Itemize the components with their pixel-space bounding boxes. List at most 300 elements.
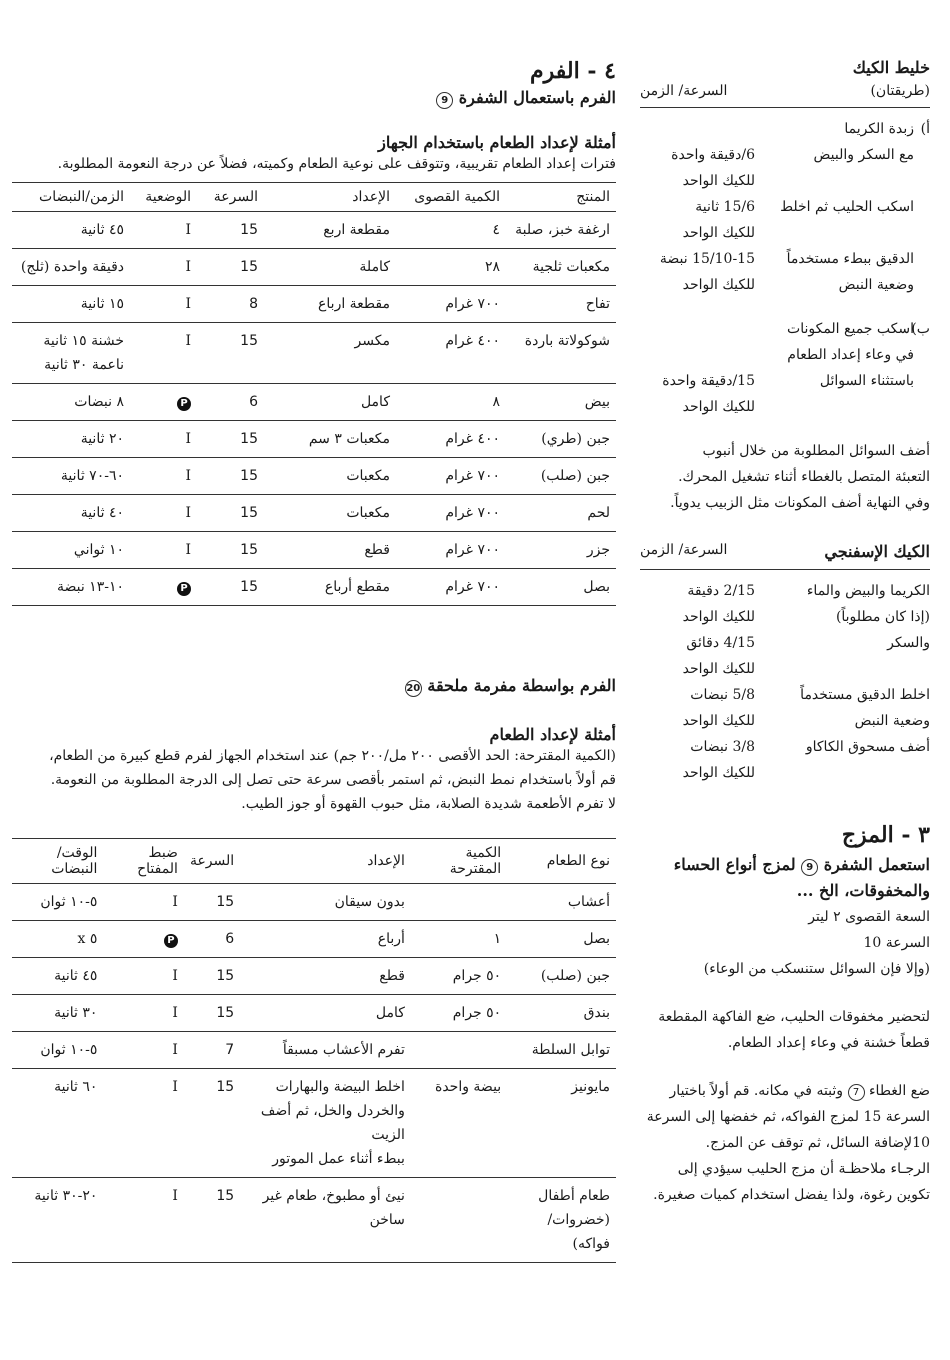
capacity-line: السعة القصوى ٢ ليتر [808, 909, 930, 925]
table-header-row [12, 183, 616, 212]
step-value: 3/8 نبضات [690, 739, 755, 755]
cell-text: شوكولاتة باردة [524, 333, 610, 349]
right-column [640, 58, 930, 1208]
cell-text: ٥٠ جرام [452, 1005, 502, 1021]
cell-text: ارغفة خبز، صلبة [515, 222, 610, 238]
cell-text: ١٠-١٣ نبضة [56, 579, 124, 595]
mixing-sub-b: لمزج أنواع الحساء [673, 855, 796, 874]
step-value: 5/8 نبضات [690, 687, 755, 703]
cell-line: والخردل والخل، ثم أضف الزيت [260, 1103, 405, 1143]
cell-quantity [396, 286, 506, 323]
cell-setting [130, 249, 197, 286]
step-value: للكيك الواحد [682, 661, 755, 677]
cell-speed [197, 286, 264, 323]
table-row [12, 458, 616, 495]
cell-time [12, 1032, 103, 1069]
cell-quantity [396, 569, 506, 606]
table-row [12, 421, 616, 458]
cell-product [506, 458, 616, 495]
cell-text: مكسر [354, 333, 390, 349]
chopping-table [12, 182, 616, 606]
cell-text: ٧٠٠ غرام [445, 468, 500, 484]
cell-preparation [264, 384, 396, 421]
cell-text: 15 [240, 505, 258, 521]
examples-note: فترات إعداد الطعام تقريبية، وتتوقف على نوعية الطعام وكميته، فضلاً عن درجة النعومة المطلوبة. [57, 156, 616, 172]
cell-text: جبن (طري) [541, 431, 610, 447]
cell-setting [130, 323, 197, 384]
cell-text: ٢٠-٣٠ ثانية [34, 1188, 98, 1204]
step-value: للكيك الواحد [682, 713, 755, 729]
cell-text: دقيقة واحدة (ثلج) [20, 259, 124, 275]
cell-text: I [185, 431, 191, 447]
step-value: 15/6 ثانية [695, 199, 755, 215]
cell-text: مايونيز [571, 1079, 610, 1095]
cell-text: I [185, 333, 191, 349]
divider [640, 569, 930, 570]
step-text: اسكب الحليب ثم اخلط [780, 199, 914, 215]
col-header: الوقت/النبضات [12, 839, 103, 884]
cell-time [12, 323, 130, 384]
cell-text: ٧٠٠ غرام [445, 542, 500, 558]
cell-text: توابل السلطة [531, 1042, 610, 1058]
cell-text: ٧٠٠ غرام [445, 505, 500, 521]
cell-text: ٨ نبضات [74, 394, 124, 410]
table-row [12, 958, 616, 995]
cell-product [506, 286, 616, 323]
cell-quantity [411, 1178, 507, 1263]
cell-text: 6 [249, 394, 258, 410]
paragraph-line: السرعة 15 لمزج الفواكه، ثم خفضها إلى السرعة [646, 1109, 930, 1125]
cell-text: ناعمة ٣٠ ثانية [44, 357, 124, 373]
cell-text: ٥-١٠ ثوان [40, 1042, 98, 1058]
cell-time [12, 1069, 103, 1178]
cell-text: ٤٥ ثانية [54, 968, 98, 984]
paragraph-line: وفي النهاية أضف المكونات مثل الزبيب يدوياً. [670, 495, 930, 511]
cell-text: بدون سيقان [334, 894, 405, 910]
attachment-title-text: الفرم بواسطة مفرمة ملحقة [427, 676, 616, 695]
step-text: باستثناء السوائل [819, 373, 914, 389]
cell-product [506, 569, 616, 606]
cell-speed [184, 921, 240, 958]
step-text: اسكب جميع المكونات [787, 321, 914, 337]
cell-text: جبن (صلب) [540, 468, 610, 484]
cell-text: ٤٠ ثانية [80, 505, 124, 521]
blade-number-badge: 9 [801, 859, 818, 876]
cell-time [12, 921, 103, 958]
cell-quantity [411, 921, 507, 958]
cell-speed [184, 1069, 240, 1178]
cell-text: 15 [216, 894, 235, 910]
attachment-title [12, 676, 616, 697]
cell-time [12, 884, 103, 921]
cell-text: 7 [225, 1042, 235, 1058]
paragraph-line [640, 1078, 930, 1104]
col-header: نوع الطعام [507, 839, 616, 884]
cell-speed [197, 384, 264, 421]
speed-line: السرعة 10 [863, 935, 930, 951]
cell-time [12, 212, 130, 249]
table-row [12, 249, 616, 286]
cell-time [12, 458, 130, 495]
table-row [12, 384, 616, 421]
cell-product [506, 495, 616, 532]
cell-preparation [264, 286, 396, 323]
cake-mix-col-header: السرعة/ الزمن [640, 83, 728, 99]
cell-text: مقطع أرباع [324, 579, 390, 595]
cell-text: بيض [584, 394, 610, 410]
cell-text: أرباع [377, 931, 405, 947]
cell-text: مكعبات [346, 505, 390, 521]
cell-text: ١٠ ثواني [73, 542, 124, 558]
step-value: للكيك الواحد [682, 399, 755, 415]
cell-setting [130, 212, 197, 249]
step-text: وضعية النبض [854, 713, 930, 729]
cell-quantity [396, 323, 506, 384]
cell-product [507, 958, 616, 995]
cell-time [12, 249, 130, 286]
cell-text: ٧٠٠ غرام [445, 579, 500, 595]
cell-text: 15 [216, 1005, 235, 1021]
col-header: الزمن/النبضات [12, 183, 130, 212]
table-row [12, 495, 616, 532]
step-text: أضف مسحوق الكاكاو [805, 739, 930, 755]
cell-text: ٧٠٠ غرام [445, 296, 500, 312]
cell-setting [103, 1069, 184, 1178]
cell-quantity [396, 421, 506, 458]
cell-preparation [264, 249, 396, 286]
cell-text: ١٥ ثانية [80, 296, 124, 312]
cell-quantity [396, 249, 506, 286]
cell-text: 15 [240, 468, 258, 484]
step-value: للكيك الواحد [682, 225, 755, 241]
cell-product [506, 249, 616, 286]
cake-mix-subtitle: (طريقتان) [870, 83, 930, 99]
cell-setting [130, 458, 197, 495]
cell-speed [197, 212, 264, 249]
cell-speed [184, 1178, 240, 1263]
cell-preparation [240, 958, 411, 995]
col-header: الوضعية [130, 183, 197, 212]
cell-text: I [185, 259, 191, 275]
cell-text: 6 [225, 931, 235, 947]
cell-text: 15 [240, 431, 258, 447]
cell-text: 15 [216, 1188, 235, 1204]
para-text-b: وثبته في مكانه. قم أولاً باختيار [669, 1083, 844, 1099]
cell-text: I [172, 1188, 178, 1204]
cell-text: I [172, 1005, 178, 1021]
cell-line: (خضروات/ فواكه) [547, 1212, 610, 1252]
cell-speed [184, 1032, 240, 1069]
cell-text: ٥-١٠ ثوان [40, 894, 98, 910]
cell-text: قطع [364, 542, 390, 558]
step-text: اخلط الدقيق مستخدماً [800, 687, 930, 703]
cell-product [507, 921, 616, 958]
paragraph-line: التعبئة المتصل بالغطاء أثناء تشغيل المحرك. [678, 469, 930, 485]
cell-text: ٦٠-٧٠ ثانية [60, 468, 124, 484]
cell-product [506, 421, 616, 458]
cell-quantity [396, 532, 506, 569]
mixing-subheading [640, 852, 930, 878]
cell-time [12, 532, 130, 569]
cell-line: طعام أطفال [538, 1188, 610, 1204]
cell-text: ٤٥ ثانية [80, 222, 124, 238]
step-value: للكيك الواحد [682, 173, 755, 189]
cell-speed [197, 249, 264, 286]
cell-text: بيضة واحدة [434, 1079, 502, 1095]
cell-product [506, 212, 616, 249]
table-row [12, 532, 616, 569]
paragraph-line: أضف السوائل المطلوبة من خلال أنبوب [702, 443, 930, 459]
cell-text: I [172, 1042, 178, 1058]
step-value: للكيك الواحد [682, 765, 755, 781]
table-row [12, 921, 616, 958]
step-text: مع السكر والبيض [813, 147, 914, 163]
cell-setting [103, 995, 184, 1032]
cell-text: I [185, 222, 191, 238]
paragraph-line: 10لإضافة السائل، ثم توقف عن المزج. [705, 1135, 930, 1151]
cake-mix-title: خليط الكيك [852, 58, 930, 77]
cell-setting [103, 921, 184, 958]
cell-text: جبن (صلب) [540, 968, 610, 984]
step-marker-a: أ) [920, 121, 930, 137]
cell-product [506, 384, 616, 421]
cell-setting [130, 532, 197, 569]
cell-product [507, 1069, 616, 1178]
cell-text: مكعبات ثلجية [532, 259, 610, 275]
cell-preparation [240, 1178, 411, 1263]
step-marker-b: ب) [911, 321, 930, 337]
step-value: 15/10-15 نبضة [659, 251, 755, 267]
examples2-line: لا تفرم الأطعمة شديدة الصلابة، مثل حبوب القهوة أو جوز الطيب. [241, 796, 616, 812]
cell-time [12, 569, 130, 606]
cell-preparation [240, 1032, 411, 1069]
step-text: وضعية النبض [838, 277, 914, 293]
cell-quantity [411, 1032, 507, 1069]
cell-speed [197, 569, 264, 606]
blade-number-badge: 9 [436, 92, 453, 109]
mixing-sub-a: استعمل الشفرة [823, 855, 930, 874]
col-header: السرعة [197, 183, 264, 212]
table-header-row [12, 839, 616, 884]
cell-text: خشنة ١٥ ثانية [43, 333, 124, 349]
table-row [12, 1069, 616, 1178]
chopping-subheading [12, 88, 616, 109]
cell-text: 15 [216, 1079, 235, 1095]
mixing-heading: ٣ - المزج [841, 822, 930, 848]
pulse-icon: P [177, 397, 191, 411]
step-text: زبدة الكريما [844, 121, 914, 137]
examples2-line: قم أولاً باستخدام نمط النبض، ثم استمر بأقصى سرعة حتى تصل إلى الدرجة المطلوبة من النعومة. [50, 772, 616, 788]
cell-text: I [185, 542, 191, 558]
paragraph-line: قطعاً خشنة في وعاء إعداد الطعام. [727, 1035, 930, 1051]
cell-speed [184, 995, 240, 1032]
cell-time [12, 958, 103, 995]
pulse-icon: P [177, 582, 191, 596]
cell-text: ٥ x [77, 931, 98, 947]
cell-text: تفاح [585, 296, 610, 312]
cell-speed [197, 495, 264, 532]
cell-speed [197, 532, 264, 569]
table-row [12, 995, 616, 1032]
cell-text: كاملة [359, 259, 390, 275]
cell-setting [103, 958, 184, 995]
step-text: والسكر [887, 635, 930, 651]
paragraph-line: لتحضير مخفوقات الحليب، ضع الفاكهة المقطعة [658, 1009, 930, 1025]
cell-preparation [240, 1069, 411, 1178]
cell-speed [197, 323, 264, 384]
cell-quantity [396, 458, 506, 495]
cell-text: ٢٨ [484, 259, 500, 275]
cell-text: ٦٠ ثانية [54, 1079, 98, 1095]
cell-quantity [396, 495, 506, 532]
table-row [12, 286, 616, 323]
cell-text: تفرم الأعشاب مسبقاً [282, 1042, 405, 1058]
table-row [12, 1032, 616, 1069]
cell-speed [184, 958, 240, 995]
col-header: ضبط المفتاح [103, 839, 184, 884]
cell-time [12, 495, 130, 532]
paragraph-line: تكوين رغوة، ولذا يفضل استخدام كميات صغيرة. [653, 1187, 930, 1203]
cell-speed [184, 884, 240, 921]
cell-product [506, 323, 616, 384]
cell-product [507, 1032, 616, 1069]
col-header: المنتج [506, 183, 616, 212]
mixing-sub-c: والمخفوقات، الخ ... [796, 881, 930, 900]
cell-product [507, 995, 616, 1032]
step-value: 6/دقيقة واحدة [671, 147, 755, 163]
cell-time [12, 1178, 103, 1263]
table-row [12, 1178, 616, 1263]
cell-product [507, 1178, 616, 1263]
step-text: الدقيق ببطء مستخدماً [786, 251, 914, 267]
cell-setting [130, 421, 197, 458]
chopping-sub-text: الفرم باستعمال الشفرة [458, 88, 616, 107]
cell-text: I [172, 968, 178, 984]
step-value: للكيك الواحد [682, 609, 755, 625]
col-header: الكمية القصوى [396, 183, 506, 212]
cell-preparation [240, 921, 411, 958]
cell-quantity [411, 884, 507, 921]
cell-text: ٥٠ جرام [452, 968, 502, 984]
cell-setting [130, 286, 197, 323]
cell-text: I [185, 296, 191, 312]
cell-quantity [411, 958, 507, 995]
paragraph-line: الرجـاء ملاحظـة أن مزج الحليب سيؤدي إلى [677, 1161, 930, 1177]
cell-time [12, 421, 130, 458]
cell-speed [197, 421, 264, 458]
step-text: الكريما والبيض والماء [806, 583, 930, 599]
cell-line: ببطء أثناء عمل الموتور [272, 1151, 405, 1167]
step-value: 2/15 دقيقة [687, 583, 755, 599]
cell-preparation [264, 495, 396, 532]
divider [640, 107, 930, 108]
cell-text: ٤ [492, 222, 500, 238]
cell-quantity [411, 995, 507, 1032]
cell-speed [197, 458, 264, 495]
cell-preparation [264, 569, 396, 606]
cell-text: كامل [375, 1005, 405, 1021]
sponge-col-header: السرعة/ الزمن [640, 542, 728, 558]
cell-text: قطع [379, 968, 405, 984]
cell-text: ٣٠ ثانية [54, 1005, 98, 1021]
cell-text: نيئ أو مطبوخ، طعام غير ساخن [262, 1188, 405, 1228]
cell-time [12, 286, 130, 323]
step-value: 4/15 دقائق [686, 635, 755, 651]
table-row [12, 884, 616, 921]
cell-preparation [264, 323, 396, 384]
attachment-number-badge: 20 [405, 680, 422, 697]
cell-setting [103, 884, 184, 921]
cell-product [507, 884, 616, 921]
cell-text: 15 [240, 333, 258, 349]
cell-text: ١ [493, 931, 502, 947]
cell-text: مكعبات ٣ سم [308, 431, 390, 447]
table-row [12, 212, 616, 249]
examples2-title: أمثلة لإعداد الطعام [489, 725, 616, 744]
table-row [12, 569, 616, 606]
cell-text: مقطعة اربع [323, 222, 390, 238]
cell-text: مكعبات [346, 468, 390, 484]
cell-text: I [172, 894, 178, 910]
cell-text: ٤٠٠ غرام [445, 431, 500, 447]
attachment-table [12, 838, 616, 1263]
para-text-a: ضع الغطاء [868, 1083, 930, 1099]
cell-line: اخلط البيضة والبهارات [275, 1079, 405, 1095]
cell-text: ٨ [492, 394, 500, 410]
cell-text: بصل [583, 579, 610, 595]
cell-quantity [396, 384, 506, 421]
cell-text: مقطعة ارباع [318, 296, 390, 312]
sponge-title: الكيك الإسفنجي [824, 542, 930, 561]
cell-time [12, 995, 103, 1032]
cell-setting [103, 1032, 184, 1069]
cell-setting [130, 569, 197, 606]
cell-quantity [411, 1069, 507, 1178]
col-header: الإعداد [264, 183, 396, 212]
cell-text: 15 [240, 222, 258, 238]
cell-text: 15 [240, 542, 258, 558]
cell-quantity [396, 212, 506, 249]
cell-preparation [264, 421, 396, 458]
cell-text: 15 [240, 579, 258, 595]
examples-title: أمثلة لإعداد الطعام باستخدام الجهاز [378, 133, 616, 152]
cell-text: ٤٠٠ غرام [445, 333, 500, 349]
cell-text: كامل [360, 394, 390, 410]
cell-time [12, 384, 130, 421]
cell-text: I [185, 505, 191, 521]
lid-number-badge: 7 [848, 1084, 865, 1101]
cell-preparation [264, 212, 396, 249]
cell-preparation [240, 995, 411, 1032]
col-header: الكمية المقترحة [411, 839, 507, 884]
cell-text: I [185, 468, 191, 484]
cell-text: بصل [583, 931, 610, 947]
step-text: (إذا كان مطلوباً) [835, 609, 930, 625]
cell-text: 15 [216, 968, 235, 984]
warning-line: (وإلا فإن السوائل ستنسكب من الوعاء) [703, 961, 930, 977]
cell-preparation [264, 532, 396, 569]
pulse-icon: P [164, 934, 178, 948]
cell-product [506, 532, 616, 569]
cell-preparation [264, 458, 396, 495]
cell-preparation [240, 884, 411, 921]
cell-setting [130, 495, 197, 532]
cell-text: بندق [583, 1005, 610, 1021]
step-text: في وعاء إعداد الطعام [787, 347, 914, 363]
cell-setting [103, 1178, 184, 1263]
col-header: السرعة [184, 839, 240, 884]
table-row [12, 323, 616, 384]
